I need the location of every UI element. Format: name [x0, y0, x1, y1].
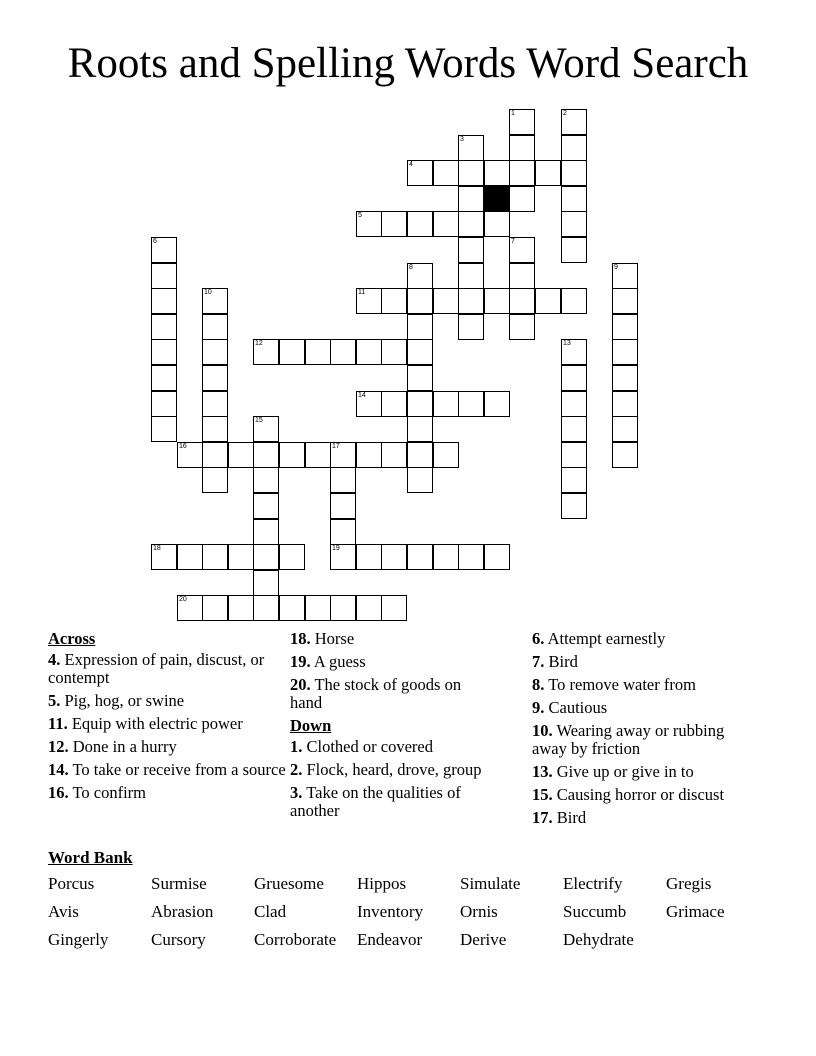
- grid-cell[interactable]: [279, 442, 305, 468]
- grid-cell[interactable]: [381, 211, 407, 237]
- grid-cell[interactable]: [407, 288, 433, 314]
- grid-cell[interactable]: [407, 544, 433, 570]
- grid-cell[interactable]: [509, 186, 535, 212]
- grid-cell[interactable]: [509, 314, 535, 340]
- word-bank-item: Gingerly: [48, 930, 109, 949]
- clue-number-label: 16: [179, 443, 187, 450]
- clue-text: Clothed or covered: [302, 737, 433, 756]
- clue-text: Equip with electric power: [67, 714, 243, 733]
- grid-cell[interactable]: [330, 519, 356, 545]
- word-bank-item: Dehydrate: [563, 930, 634, 949]
- grid-cell[interactable]: [381, 544, 407, 570]
- clues-column-1: [48, 630, 293, 807]
- word-bank-item: Clad: [254, 902, 287, 921]
- clue-down-17: [532, 809, 762, 827]
- grid-cell[interactable]: [407, 467, 433, 493]
- clue-across-19: [290, 653, 490, 671]
- clue-number: 6.: [532, 629, 545, 648]
- grid-cell[interactable]: [253, 493, 279, 519]
- grid-cell[interactable]: [279, 544, 305, 570]
- grid-cell[interactable]: [151, 263, 177, 289]
- grid-cell[interactable]: [177, 442, 203, 468]
- grid-cell[interactable]: [612, 263, 638, 289]
- word-bank-item: Porcus: [48, 874, 95, 893]
- clue-down-6: [532, 630, 762, 648]
- clue-number-label: 12: [255, 340, 263, 347]
- grid-cell[interactable]: [202, 365, 228, 391]
- grid-cell[interactable]: [433, 211, 459, 237]
- grid-cell[interactable]: [612, 391, 638, 417]
- word-bank-item: Cursory: [151, 930, 206, 949]
- grid-cell[interactable]: [228, 442, 254, 468]
- grid-cell[interactable]: [407, 391, 433, 417]
- clue-text: Causing horror or discust: [552, 785, 725, 804]
- grid-cell[interactable]: [151, 237, 177, 263]
- clue-number-label: 5: [358, 212, 362, 219]
- grid-cell[interactable]: [253, 416, 279, 442]
- grid-cell[interactable]: [202, 314, 228, 340]
- grid-cell[interactable]: [612, 416, 638, 442]
- clue-across-20: [290, 676, 490, 712]
- clue-text: Take on the qualities of another: [290, 783, 461, 820]
- clue-number-label: 11: [358, 289, 366, 296]
- clue-number-label: 8: [409, 264, 413, 271]
- grid-cell[interactable]: [305, 442, 331, 468]
- grid-cell[interactable]: [253, 595, 279, 621]
- grid-cell[interactable]: [330, 442, 356, 468]
- clue-across-14: [48, 761, 293, 779]
- grid-cell[interactable]: [253, 544, 279, 570]
- grid-cell[interactable]: [305, 595, 331, 621]
- clue-across-12: [48, 738, 293, 756]
- grid-cell[interactable]: [228, 544, 254, 570]
- clue-across-5: [48, 692, 293, 710]
- clue-across-18: [290, 630, 490, 648]
- grid-cell[interactable]: [407, 416, 433, 442]
- clue-text: Bird: [544, 652, 578, 671]
- grid-cell[interactable]: [433, 288, 459, 314]
- grid-cell[interactable]: [509, 237, 535, 263]
- grid-cell[interactable]: [356, 391, 382, 417]
- grid-cell[interactable]: [151, 314, 177, 340]
- word-bank-item: Succumb: [563, 902, 627, 921]
- grid-cell-blocked: [484, 186, 510, 212]
- grid-cell[interactable]: [561, 160, 587, 186]
- grid-cell[interactable]: [381, 339, 407, 365]
- word-bank-item: Electrify: [563, 874, 623, 893]
- clue-text: To remove water from: [544, 675, 696, 694]
- grid-cell[interactable]: [433, 442, 459, 468]
- clue-number-label: 20: [179, 596, 187, 603]
- clue-number-label: 9: [614, 264, 618, 271]
- grid-cell[interactable]: [407, 211, 433, 237]
- clue-number-label: 3: [460, 136, 464, 143]
- grid-cell[interactable]: [612, 314, 638, 340]
- grid-cell[interactable]: [202, 544, 228, 570]
- grid-cell[interactable]: [561, 391, 587, 417]
- clue-text: Flock, heard, drove, group: [302, 760, 482, 779]
- grid-cell[interactable]: [535, 160, 561, 186]
- grid-cell[interactable]: [561, 135, 587, 161]
- clue-down-1: [290, 738, 490, 756]
- grid-cell[interactable]: [458, 160, 484, 186]
- clues-column-2: [290, 630, 490, 825]
- clue-number: 3.: [290, 783, 303, 802]
- grid-cell[interactable]: [458, 314, 484, 340]
- grid-cell[interactable]: [484, 544, 510, 570]
- word-bank-heading: Word Bank: [48, 848, 133, 867]
- grid-cell[interactable]: [305, 339, 331, 365]
- clue-number: 20.: [290, 675, 311, 694]
- grid-cell[interactable]: [381, 595, 407, 621]
- grid-cell[interactable]: [151, 365, 177, 391]
- clue-down-15: [532, 786, 762, 804]
- grid-cell[interactable]: [433, 544, 459, 570]
- grid-cell[interactable]: [381, 442, 407, 468]
- grid-cell[interactable]: [458, 544, 484, 570]
- grid-cell[interactable]: [612, 288, 638, 314]
- grid-cell[interactable]: [177, 595, 203, 621]
- grid-cell[interactable]: [484, 211, 510, 237]
- grid-cell[interactable]: [509, 263, 535, 289]
- clue-number-label: 13: [563, 340, 571, 347]
- clue-down-9: [532, 699, 762, 717]
- clue-text: Expression of pain, discust, or contempt: [48, 650, 265, 687]
- word-bank-item: Abrasion: [151, 902, 214, 921]
- clue-number: 1.: [290, 737, 303, 756]
- grid-cell[interactable]: [561, 211, 587, 237]
- clue-number-label: 17: [332, 443, 340, 450]
- grid-cell[interactable]: [356, 544, 382, 570]
- grid-cell[interactable]: [356, 595, 382, 621]
- clue-across-16: [48, 784, 293, 802]
- grid-cell[interactable]: [458, 391, 484, 417]
- clue-number-label: 4: [409, 161, 413, 168]
- clue-text: Done in a hurry: [68, 737, 177, 756]
- clue-number-label: 2: [563, 110, 567, 117]
- clue-number: 2.: [290, 760, 303, 779]
- word-bank-item: Endeavor: [357, 930, 423, 949]
- grid-cell[interactable]: [253, 570, 279, 596]
- grid-cell[interactable]: [458, 263, 484, 289]
- grid-cell[interactable]: [356, 442, 382, 468]
- grid-cell[interactable]: [356, 339, 382, 365]
- grid-cell[interactable]: [561, 365, 587, 391]
- grid-cell[interactable]: [407, 365, 433, 391]
- grid-cell[interactable]: [151, 416, 177, 442]
- clue-number: 11.: [48, 714, 68, 733]
- grid-cell[interactable]: [330, 467, 356, 493]
- clue-number-label: 14: [358, 392, 366, 399]
- clue-text: Attempt earnestly: [544, 629, 666, 648]
- word-bank-item: Derive: [460, 930, 507, 949]
- grid-cell[interactable]: [151, 544, 177, 570]
- word-bank-item: Grimace: [666, 902, 725, 921]
- clue-number: 9.: [532, 698, 545, 717]
- grid-cell[interactable]: [458, 186, 484, 212]
- grid-cell[interactable]: [253, 442, 279, 468]
- clue-number: 8.: [532, 675, 545, 694]
- grid-cell[interactable]: [458, 135, 484, 161]
- grid-cell[interactable]: [458, 211, 484, 237]
- clue-number: 16.: [48, 783, 69, 802]
- grid-cell[interactable]: [612, 365, 638, 391]
- clue-down-7: [532, 653, 762, 671]
- word-bank-item: Surmise: [151, 874, 207, 893]
- across-heading: Across: [48, 629, 96, 648]
- clue-text: Cautious: [544, 698, 608, 717]
- clue-down-8: [532, 676, 762, 694]
- clue-text: Bird: [552, 808, 587, 827]
- clues-column-3: [532, 630, 762, 832]
- grid-cell[interactable]: [561, 442, 587, 468]
- clue-text: The stock of goods on hand: [290, 675, 462, 712]
- grid-cell[interactable]: [279, 595, 305, 621]
- clue-down-2: [290, 761, 490, 779]
- grid-cell[interactable]: [612, 339, 638, 365]
- clue-number-label: 1: [511, 110, 515, 117]
- clue-number-label: 15: [255, 417, 263, 424]
- grid-cell[interactable]: [253, 519, 279, 545]
- clue-down-3: [290, 784, 490, 820]
- grid-cell[interactable]: [561, 467, 587, 493]
- clue-number-label: 10: [204, 289, 212, 296]
- grid-cell[interactable]: [202, 467, 228, 493]
- grid-cell[interactable]: [330, 339, 356, 365]
- grid-cell[interactable]: [509, 135, 535, 161]
- clue-text: A guess: [310, 652, 366, 671]
- grid-cell[interactable]: [330, 595, 356, 621]
- grid-cell[interactable]: [458, 288, 484, 314]
- grid-cell[interactable]: [561, 288, 587, 314]
- clue-number: 7.: [532, 652, 545, 671]
- grid-cell[interactable]: [381, 391, 407, 417]
- word-bank-item: Hippos: [357, 874, 407, 893]
- grid-cell[interactable]: [509, 109, 535, 135]
- grid-cell[interactable]: [509, 288, 535, 314]
- clue-down-13: [532, 763, 762, 781]
- clue-text: Pig, hog, or swine: [60, 691, 185, 710]
- clue-number-label: 6: [153, 238, 157, 245]
- clue-number: 17.: [532, 808, 553, 827]
- grid-cell[interactable]: [612, 442, 638, 468]
- grid-cell[interactable]: [407, 339, 433, 365]
- grid-cell[interactable]: [407, 263, 433, 289]
- word-bank-item: Inventory: [357, 902, 424, 921]
- clue-number: 19.: [290, 652, 311, 671]
- grid-cell[interactable]: [484, 391, 510, 417]
- grid-cell[interactable]: [433, 160, 459, 186]
- grid-cell[interactable]: [561, 237, 587, 263]
- clue-down-10: [532, 722, 762, 758]
- word-bank-item: Gregis: [666, 874, 712, 893]
- grid-cell[interactable]: [253, 339, 279, 365]
- grid-cell[interactable]: [407, 314, 433, 340]
- clue-number: 5.: [48, 691, 61, 710]
- clue-number-label: 7: [511, 238, 515, 245]
- grid-cell[interactable]: [561, 186, 587, 212]
- clue-number: 18.: [290, 629, 311, 648]
- clue-number: 14.: [48, 760, 69, 779]
- grid-cell[interactable]: [202, 339, 228, 365]
- grid-cell[interactable]: [561, 339, 587, 365]
- grid-cell[interactable]: [253, 467, 279, 493]
- grid-cell[interactable]: [151, 339, 177, 365]
- clue-text: Give up or give in to: [552, 762, 694, 781]
- clue-number: 13.: [532, 762, 553, 781]
- grid-cell[interactable]: [535, 288, 561, 314]
- clue-across-4: [48, 651, 293, 687]
- grid-cell[interactable]: [433, 391, 459, 417]
- clue-text: To take or receive from a source: [68, 760, 286, 779]
- grid-cell[interactable]: [458, 237, 484, 263]
- grid-cell[interactable]: [356, 211, 382, 237]
- clue-number: 15.: [532, 785, 553, 804]
- grid-cell[interactable]: [509, 160, 535, 186]
- grid-cell[interactable]: [202, 442, 228, 468]
- grid-cell[interactable]: [381, 288, 407, 314]
- grid-cell[interactable]: [202, 391, 228, 417]
- grid-cell[interactable]: [202, 288, 228, 314]
- grid-cell[interactable]: [561, 109, 587, 135]
- clue-text: To confirm: [68, 783, 146, 802]
- clue-text: Wearing away or rubbing away by friction: [532, 721, 725, 758]
- word-bank-item: Corroborate: [254, 930, 337, 949]
- grid-cell[interactable]: [407, 160, 433, 186]
- word-bank-item: Simulate: [460, 874, 521, 893]
- word-bank-item: Avis: [48, 902, 79, 921]
- grid-cell[interactable]: [177, 544, 203, 570]
- grid-cell[interactable]: [561, 493, 587, 519]
- clue-number: 12.: [48, 737, 69, 756]
- grid-cell[interactable]: [228, 595, 254, 621]
- grid-cell[interactable]: [202, 416, 228, 442]
- clue-across-11: [48, 715, 293, 733]
- grid-cell[interactable]: [330, 493, 356, 519]
- down-heading: Down: [290, 716, 332, 735]
- grid-cell[interactable]: [330, 544, 356, 570]
- grid-cell[interactable]: [407, 442, 433, 468]
- grid-cell[interactable]: [561, 416, 587, 442]
- clue-text: Horse: [310, 629, 355, 648]
- word-bank-item: Ornis: [460, 902, 498, 921]
- page-title: Roots and Spelling Words Word Search: [67, 40, 749, 87]
- grid-cell[interactable]: [484, 288, 510, 314]
- grid-cell[interactable]: [356, 288, 382, 314]
- clue-number: 4.: [48, 650, 61, 669]
- clue-number-label: 18: [153, 545, 161, 552]
- grid-cell[interactable]: [151, 391, 177, 417]
- word-bank-item: Gruesome: [254, 874, 324, 893]
- grid-cell[interactable]: [279, 339, 305, 365]
- clue-number: 10.: [532, 721, 553, 740]
- grid-cell[interactable]: [484, 160, 510, 186]
- grid-cell[interactable]: [151, 288, 177, 314]
- clue-number-label: 19: [332, 545, 340, 552]
- grid-cell[interactable]: [202, 595, 228, 621]
